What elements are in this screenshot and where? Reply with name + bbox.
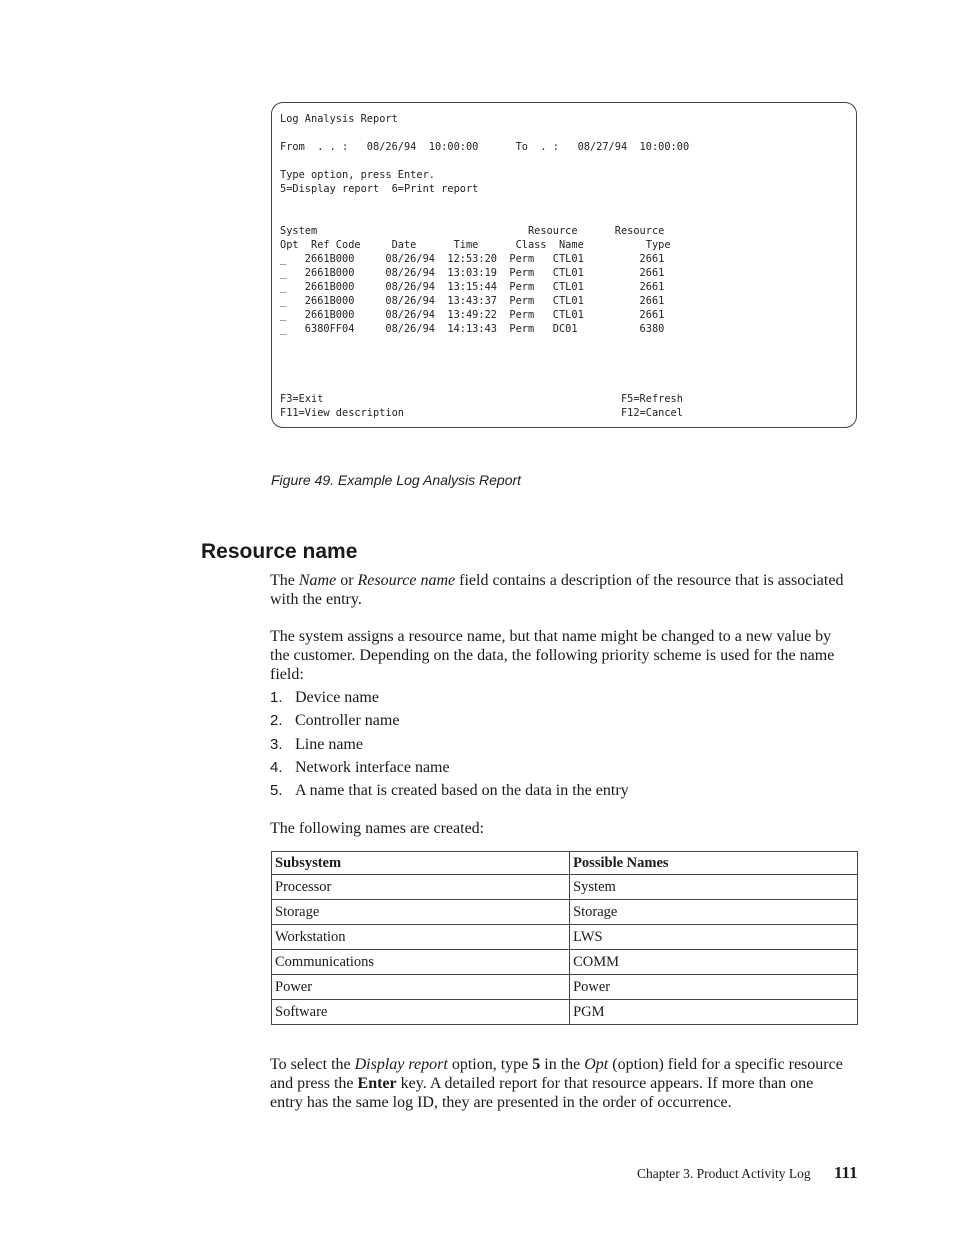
table-row: Processor System [272,875,858,900]
figure-caption: Figure 49. Example Log Analysis Report [271,472,522,488]
table-row: Software PGM [272,1000,858,1025]
column-header-possible-names: Possible Names [570,852,858,875]
screen-function-keys-2: F11=View description F12=Cancel [280,407,683,419]
list-item: 2. Controller name [270,712,400,730]
section-heading: Resource name [201,540,358,563]
paragraph-display-report: To select the Display report option, type 5 in the Opt (option) field for a specific resource and press the Enter key. A detailed report for that resource appears. If more than one entry has the same log ID, they are presented in the order of occurrence. [270,1056,843,1111]
table-row: Storage Storage [272,900,858,925]
screen-row: _ 2661B000 08/26/94 13:43:37 Perm CTL01 2661 [280,295,665,307]
page-number: 111 [834,1163,858,1182]
table-row: Workstation LWS [272,925,858,950]
table-header-row [272,852,858,875]
screen-row: _ 2661B000 08/26/94 13:03:19 Perm CTL01 2661 [280,267,665,279]
priority-list [270,688,629,804]
list-item: 5. A name that is created based on the data in the entry [270,782,629,800]
screen-row: _ 6380FF04 08/26/94 14:13:43 Perm DC01 6380 [280,323,665,335]
paragraph-priority: The system assigns a resource name, but that name might be changed to a new value by the customer. Depending on the data, the following priority scheme is used for the name field: [270,628,835,683]
screen-column-header-2: Opt Ref Code Date Time Class Name Type [280,239,671,251]
screen-row: _ 2661B000 08/26/94 13:15:44 Perm CTL01 2661 [280,281,665,293]
screen-instruction: Type option, press Enter. [280,169,435,181]
column-header-subsystem: Subsystem [272,852,570,875]
screen-date-range: From . . : 08/26/94 10:00:00 To . : 08/27/94 10:00:00 [280,141,690,153]
names-table [271,851,858,1025]
list-item: 4. Network interface name [270,758,450,776]
list-item: 1. Device name [270,689,379,706]
screen-column-header-1: System Resource Resource [280,225,665,237]
list-item: 3. Line name [270,735,363,753]
paragraph-intro: The Name or Resource name field contains a description of the resource that is associated with the entry. [270,572,844,608]
paragraph-names-created: The following names are created: [270,820,485,837]
screen-row: _ 2661B000 08/26/94 13:49:22 Perm CTL01 2661 [280,309,665,321]
screen-title: Log Analysis Report [280,113,398,125]
table-row: Communications COMM [272,950,858,975]
screen-options: 5=Display report 6=Print report [280,183,479,195]
footer-chapter: Chapter 3. Product Activity Log [637,1166,811,1181]
screen-function-keys-1: F3=Exit F5=Refresh [280,393,683,405]
table-row: Power Power [272,975,858,1000]
screen-row: _ 2661B000 08/26/94 12:53:20 Perm CTL01 2661 [280,253,665,265]
